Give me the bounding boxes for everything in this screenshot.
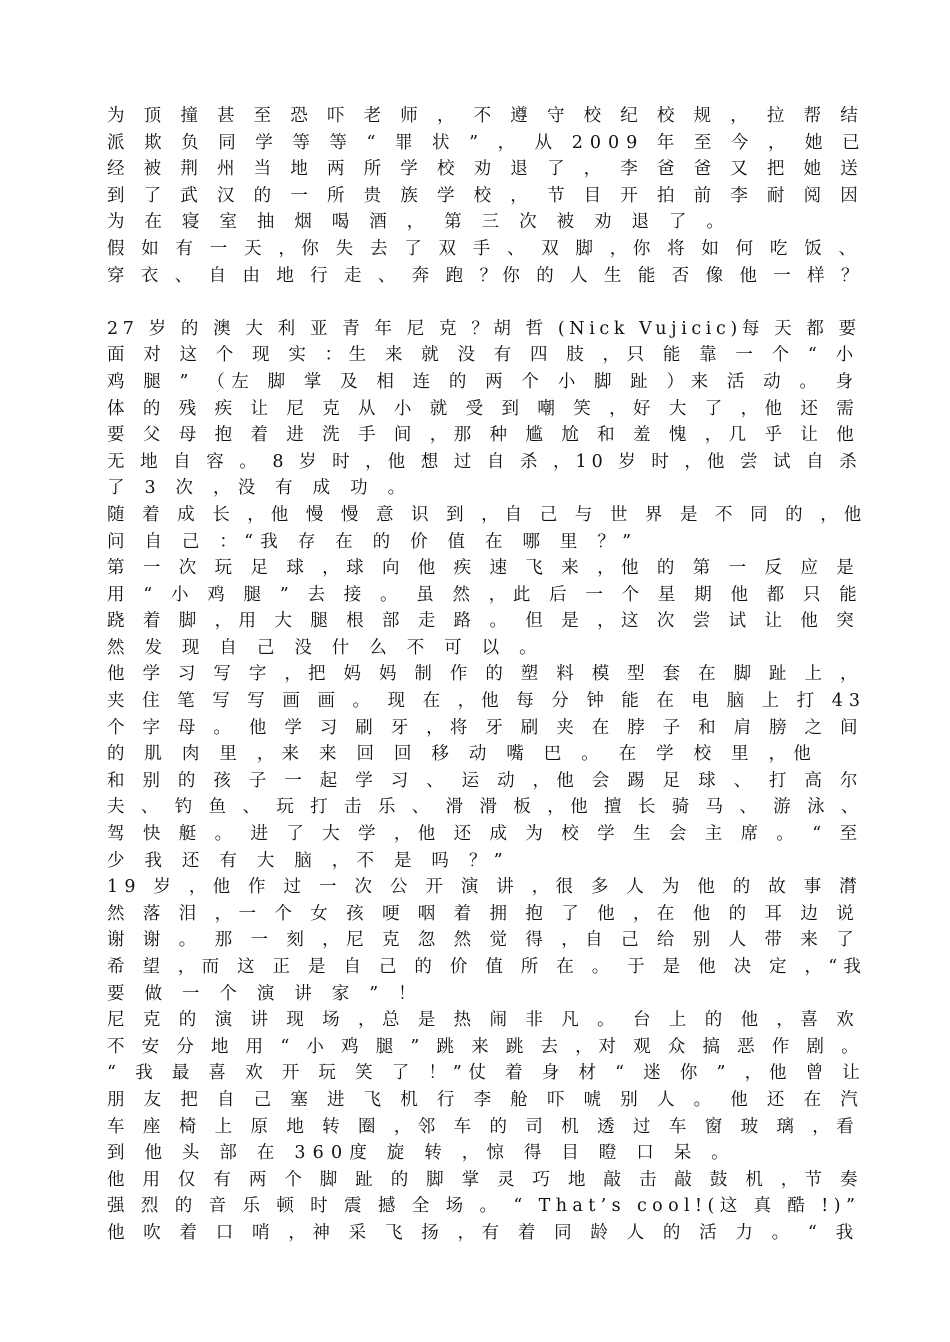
text-line: 然 发 现 自 己 没 什 么 不 可 以 。 [107, 637, 544, 658]
text-line: 到 他 头 部 在 360度 旋 转 ，惊 得 目 瞪 口 呆 。 [107, 1143, 736, 1164]
text-line: 和 别 的 孩 子 一 起 学 习 、 运 动 ，他 会 踢 足 球 、 打 高 尔 [107, 770, 864, 791]
text-line: 强 烈 的 音 乐 顿 时 震 撼 全 场 。 “ That’s cool!(这 真 酷 !)” [107, 1196, 861, 1217]
text-line: 问 自 己 ：“我 存 在 的 价 值 在 哪 里 ？” [107, 531, 639, 552]
text-line: 到 了 武 汉 的 一 所 贵 族 学 校 ， 节 目 开 拍 前 李 耐 阅 因 [107, 185, 865, 206]
text-line: 无 地 自 容 。 8 岁 时 ，他 想 过 自 杀 ，10 岁 时 ，他 尝 试 自 杀 [107, 451, 862, 472]
text-line: 穿 衣 、 自 由 地 行 走 、 奔 跑 ？你 的 人 生 能 否 像 他 一 样 ？ [107, 265, 864, 286]
text-line: 的 肌 肉 里 ，来 来 回 回 移 动 嘴 巴 。 在 学 校 里 ，他 [107, 744, 818, 765]
text-line: 夫 、 钓 鱼 、 玩 打 击 乐 、 滑 滑 板 ，他 擅 长 骑 马 、 游 泳 、 [107, 797, 864, 818]
text-line: 假 如 有 一 天 ，你 失 去 了 双 手 、 双 脚 ，你 将 如 何 吃 饭 、 [107, 238, 862, 259]
text-line: 19 岁 ，他 作 过 一 次 公 开 演 讲 ，很 多 人 为 他 的 故 事 潸 [107, 877, 863, 898]
text-line: 谢 谢 。 那 一 刻 ，尼 克 忽 然 觉 得 ，自 己 给 别 人 带 来 了 [107, 930, 861, 951]
body-text [107, 103, 867, 1247]
text-line: 个 字 母 。 他 学 习 刷 牙 ，将 牙 刷 夹 在 脖 子 和 肩 膀 之 间 [107, 717, 864, 738]
text-line: 为 在 寝 室 抽 烟 喝 酒 ， 第 三 次 被 劝 退 了 。 [107, 212, 732, 233]
text-line: 驾 快 艇 。 进 了 大 学 ，他 还 成 为 校 学 生 会 主 席 。 “ 至 [107, 824, 864, 845]
blank-line [107, 289, 867, 316]
text-line: 他 学 习 写 字 ，把 妈 妈 制 作 的 塑 料 模 型 套 在 脚 趾 上 ， [107, 664, 864, 685]
text-line: 用 “ 小 鸡 腿 ” 去 接 。 虽 然 ，此 后 一 个 星 期 他 都 只 能 [107, 584, 864, 605]
text-line: 要 做 一 个 演 讲 家 ” ！ [107, 983, 423, 1004]
text-line: 体 的 残 疾 让 尼 克 从 小 就 受 到 嘲 笑 ，好 大 了 ，他 还 需 [107, 398, 861, 419]
text-line: 少 我 还 有 大 脑 ，不 是 吗 ？” [107, 850, 510, 871]
text-line: 尼 克 的 演 讲 现 场 ，总 是 热 闹 非 凡 。 台 上 的 他 ，喜 欢 [107, 1010, 861, 1031]
text-line: 不 安 分 地 用 “ 小 鸡 腿 ” 跳 来 跳 去 ，对 观 众 搞 恶 作 剧 。 [107, 1036, 865, 1057]
text-line: 鸡 腿 ” （左 脚 掌 及 相 连 的 两 个 小 脚 趾 ）来 活 动 。 身 [107, 371, 860, 392]
text-line: 车 座 椅 上 原 地 转 圈 ，邻 车 的 司 机 透 过 车 窗 玻 璃 ，看 [107, 1116, 861, 1137]
text-line: 他 吹 着 口 哨 ，神 采 飞 扬 ，有 着 同 龄 人 的 活 力 。 “ 我 [107, 1222, 860, 1243]
text-line: 跷 着 脚 ，用 大 腿 根 部 走 路 。 但 是 ，这 次 尝 试 让 他 突 [107, 611, 861, 632]
text-line: 面 对 这 个 现 实 ：生 来 就 没 有 四 肢 ，只 能 靠 一 个 “ 小 [107, 345, 860, 366]
text-line: 经 被 荆 州 当 地 两 所 学 校 劝 退 了 ， 李 爸 爸 又 把 她 送 [107, 159, 865, 180]
text-line: 随 着 成 长 ，他 慢 慢 意 识 到 ，自 己 与 世 界 是 不 同 的 ，他 [107, 504, 868, 525]
text-line: 夹 住 笔 写 写 画 画 。 现 在 ，他 每 分 钟 能 在 电 脑 上 打 43 [107, 691, 867, 712]
text-line: 朋 友 把 自 己 塞 进 飞 机 行 李 舱 吓 唬 别 人 。 他 还 在 汽 [107, 1089, 865, 1110]
text-line: 了 3 次 ，没 有 成 功 。 [107, 478, 413, 499]
text-line: 派 欺 负 同 学 等 等 “ 罪 状 ” ， 从 2009 年 至 今 ， 她 已 [107, 132, 867, 153]
text-line: 第 一 次 玩 足 球 ，球 向 他 疾 速 飞 来 ，他 的 第 一 反 应 是 [107, 558, 861, 579]
text-line: “ 我 最 喜 欢 开 玩 笑 了 ！”仗 着 身 材 “ 迷 你 ” ，他 曾 让 [107, 1063, 867, 1084]
text-line: 他 用 仅 有 两 个 脚 趾 的 脚 掌 灵 巧 地 敲 击 敲 鼓 机 ，节 奏 [107, 1169, 864, 1190]
text-line: 27 岁 的 澳 大 利 亚 青 年 尼 克 ？胡 哲 (Nick Vujicic)每 天 都 要 [107, 318, 861, 339]
text-line: 为 顶 撞 甚 至 恐 吓 老 师 ， 不 遵 守 校 纪 校 规 ， 拉 帮 结 [107, 106, 865, 126]
text-line: 要 父 母 抱 着 进 洗 手 间 ，那 种 尴 尬 和 羞 愧 ，几 乎 让 他 [107, 425, 861, 446]
text-line: 然 落 泪 ，一 个 女 孩 哽 咽 着 拥 抱 了 他 ，在 他 的 耳 边 说 [107, 903, 861, 924]
text-line: 希 望 ，而 这 正 是 自 己 的 价 值 所 在 。 于 是 他 决 定 ，“我 [107, 957, 868, 977]
